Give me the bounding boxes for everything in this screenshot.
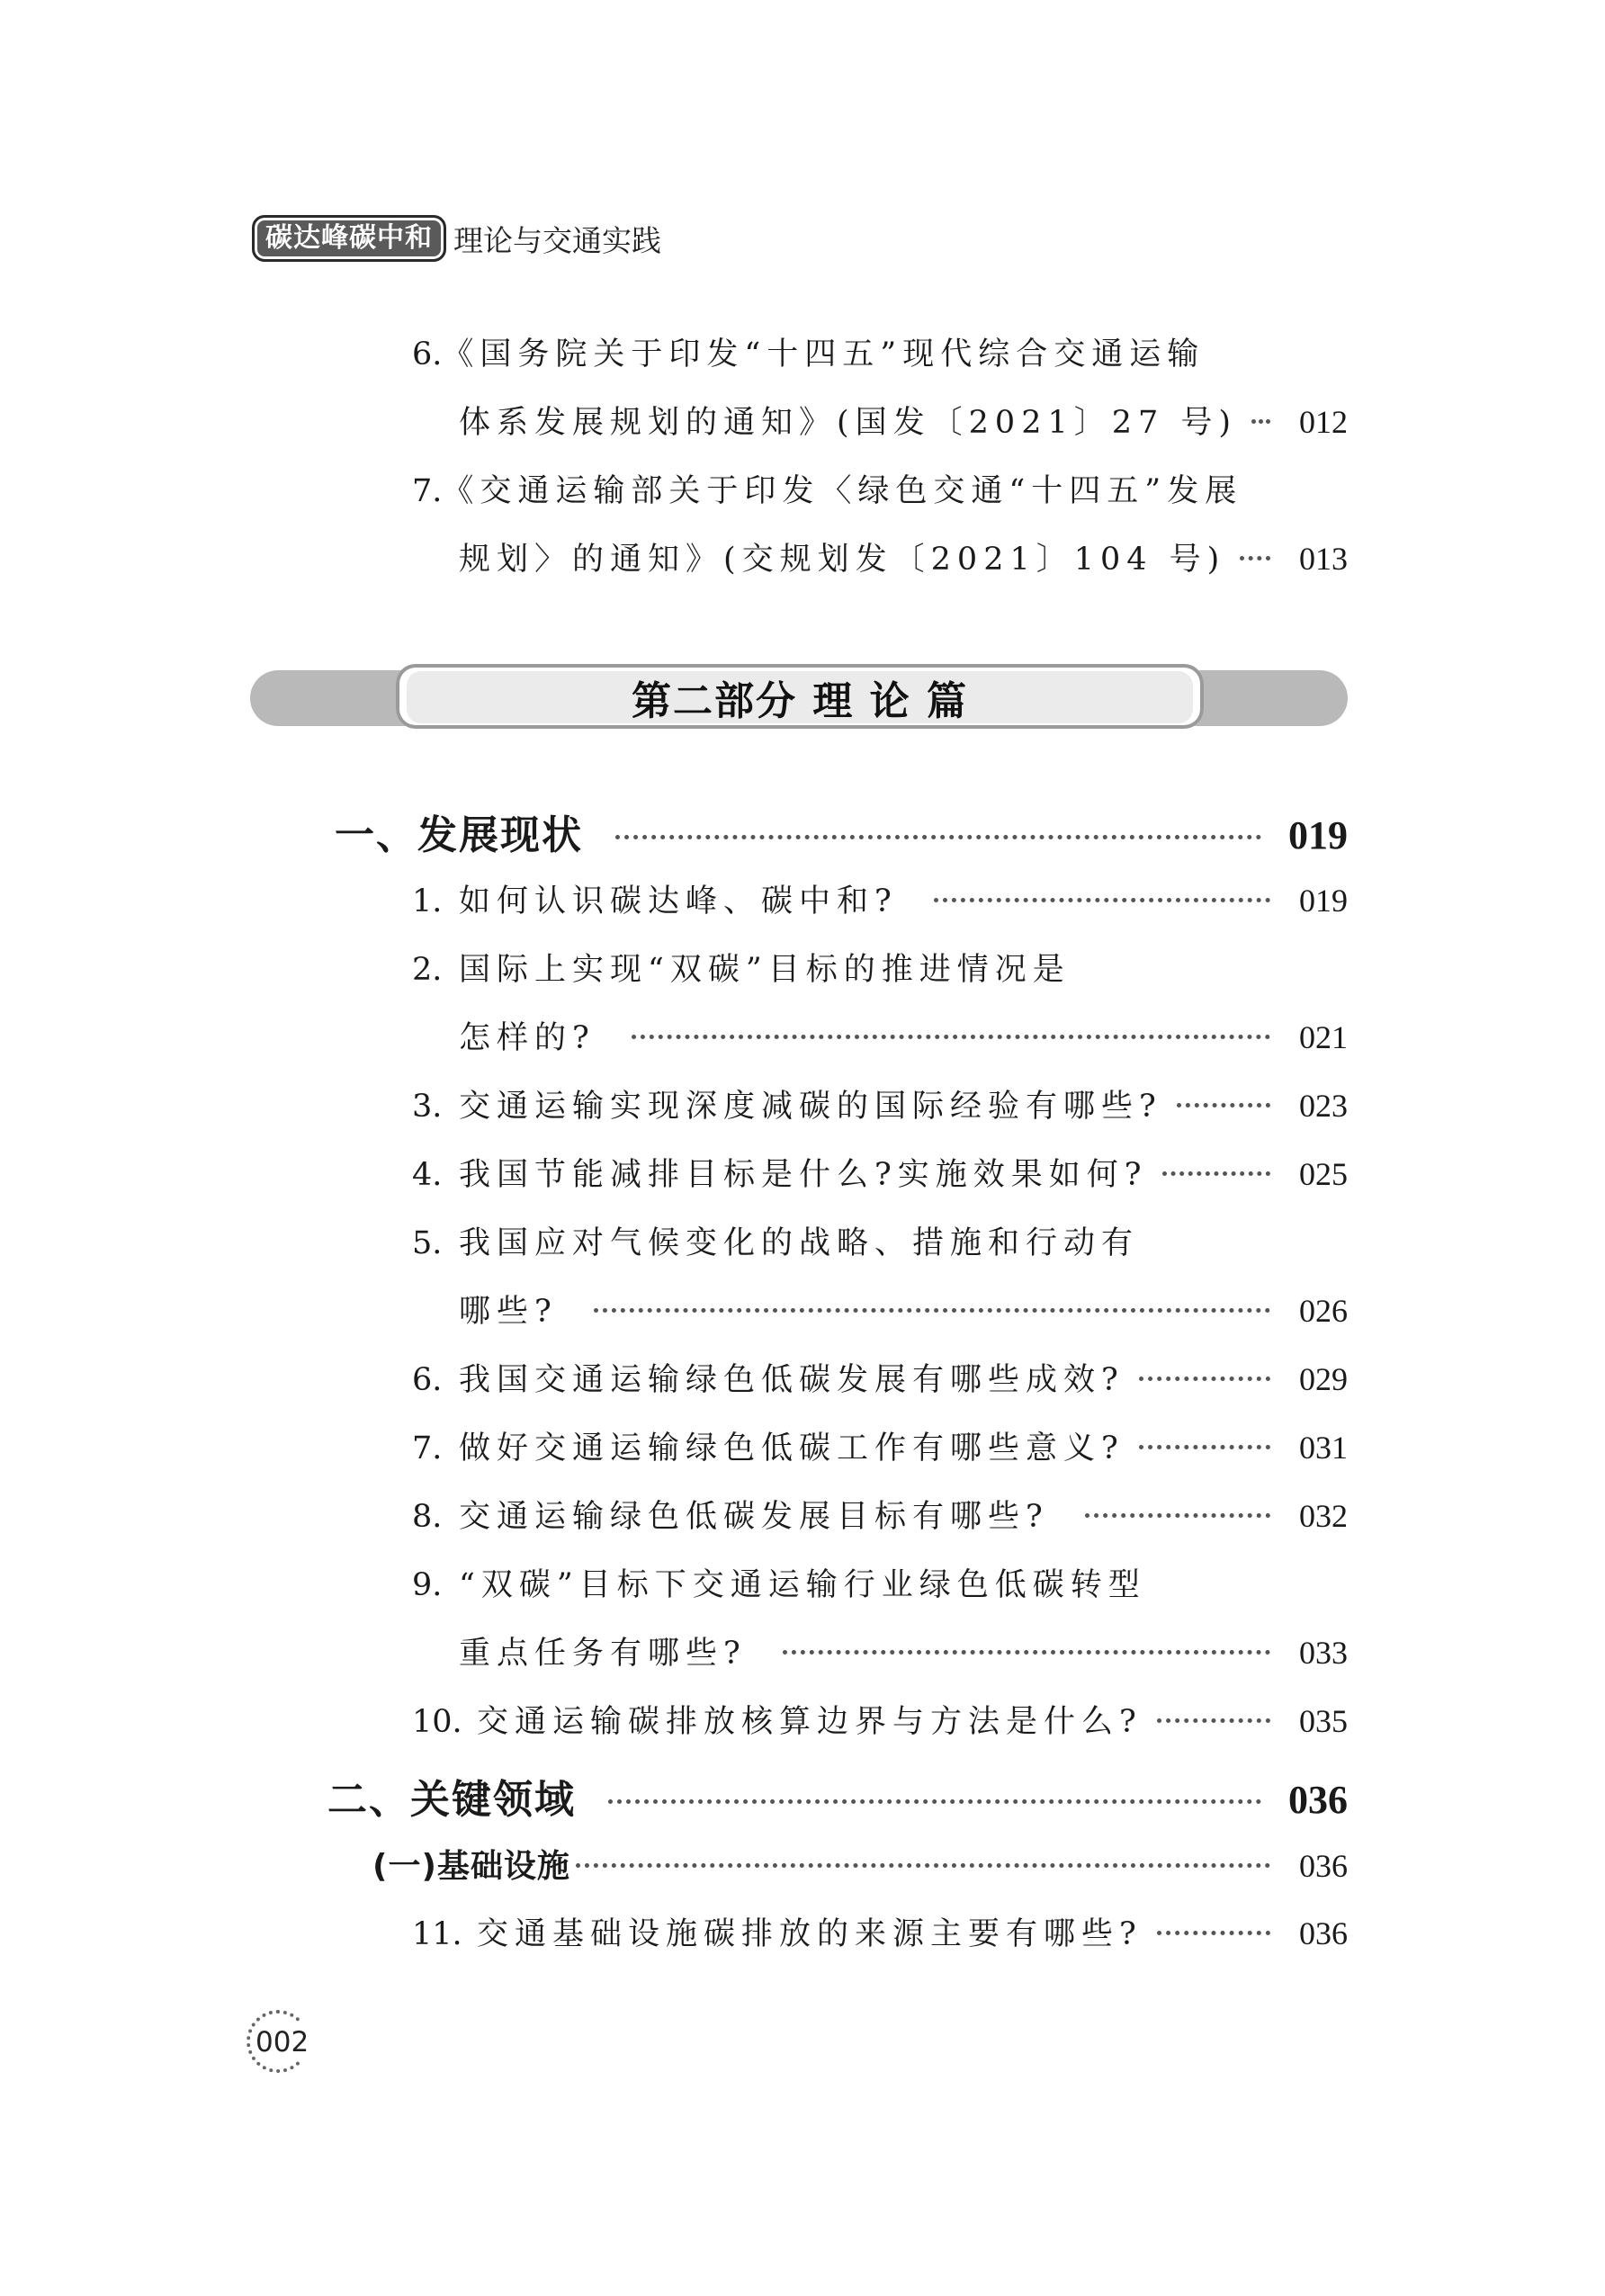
toc-entry-9-line2[interactable] — [459, 1628, 1348, 1673]
dot-leader — [1157, 1718, 1270, 1723]
toc-entry-6-line1[interactable] — [412, 329, 1205, 374]
toc-num: 2. — [412, 952, 443, 988]
toc-num: 10. — [412, 1704, 462, 1740]
dot-leader — [1085, 1513, 1270, 1518]
toc-text: “双碳”目标下交通运输行业绿色低碳转型 — [459, 1567, 1146, 1603]
section-page: 036 — [1288, 1778, 1348, 1822]
part-title: 第二部分 理 论 篇 — [632, 678, 968, 724]
dot-leader — [615, 835, 1261, 839]
dot-leader — [1177, 1103, 1270, 1108]
running-header — [252, 212, 661, 265]
toc-entry-9-line1[interactable] — [412, 1560, 1146, 1605]
dot-leader — [1139, 1377, 1270, 1381]
toc-entry-2-line2[interactable] — [459, 1013, 1348, 1058]
toc-page: 026 — [1299, 1293, 1348, 1329]
toc-text: 交通运输实现深度减碳的国际经验有哪些? — [459, 1089, 1162, 1125]
toc-text: 国际上实现“双碳”目标的推进情况是 — [459, 952, 1071, 988]
toc-text: 体系发展规划的通知》(国发〔2021〕27 号) — [459, 405, 1238, 441]
page-number: 002 — [256, 2026, 309, 2058]
toc-text: 做好交通运输绿色低碳工作有哪些意义? — [459, 1431, 1125, 1466]
toc-page: 029 — [1299, 1361, 1348, 1397]
toc-num: 9. — [412, 1567, 443, 1603]
toc-num: 6. — [412, 336, 443, 372]
toc-num: 7. — [412, 473, 443, 509]
toc-page: 019 — [1299, 883, 1348, 919]
toc-text: 《交通运输部关于印发〈绿色交通“十四五”发展 — [442, 473, 1243, 509]
toc-page: 013 — [1299, 541, 1348, 577]
toc-entry-4[interactable] — [412, 1150, 1348, 1195]
part-banner — [407, 671, 1193, 723]
toc-num: 8. — [412, 1499, 443, 1535]
toc-page: 031 — [1299, 1430, 1348, 1466]
page-number-badge — [247, 2010, 315, 2078]
toc-entry-7-line2[interactable] — [459, 534, 1348, 579]
toc-section-2[interactable] — [327, 1767, 1348, 1825]
toc-page: 033 — [1299, 1635, 1348, 1671]
toc-entry-6-line2[interactable] — [459, 398, 1348, 443]
toc-subsection-1[interactable] — [372, 1841, 1348, 1887]
toc-text: 哪些? — [459, 1294, 558, 1330]
toc-page: 035 — [1299, 1703, 1348, 1739]
toc-num: 1. — [412, 883, 443, 919]
toc-text: 怎样的? — [459, 1020, 596, 1056]
toc-entry-8[interactable] — [412, 1492, 1348, 1537]
section-title: 二、关键领域 — [327, 1777, 576, 1823]
dot-leader — [1157, 1931, 1270, 1935]
toc-entry-7-line1[interactable] — [412, 466, 1242, 511]
toc-text: 《国务院关于印发“十四五”现代综合交通运输 — [442, 336, 1206, 372]
toc-entry-7[interactable] — [412, 1423, 1348, 1468]
toc-entry-5-line2[interactable] — [459, 1287, 1348, 1332]
toc-entry-10[interactable] — [412, 1697, 1348, 1742]
dot-leader — [594, 1308, 1270, 1313]
toc-page: 032 — [1299, 1498, 1348, 1534]
toc-text: 我国节能减排目标是什么?实施效果如何? — [459, 1157, 1148, 1193]
toc-page: 021 — [1299, 1019, 1348, 1055]
toc-num: 5. — [412, 1225, 443, 1261]
subsection-page: 036 — [1299, 1848, 1348, 1884]
toc-num: 6. — [412, 1362, 443, 1398]
section-page: 019 — [1288, 813, 1348, 857]
toc-text: 重点任务有哪些? — [459, 1636, 747, 1672]
dot-leader — [608, 1799, 1261, 1804]
dot-leader — [1139, 1445, 1270, 1449]
toc-text: 我国交通运输绿色低碳发展有哪些成效? — [459, 1362, 1125, 1398]
toc-text: 交通运输绿色低碳发展目标有哪些? — [459, 1499, 1049, 1535]
toc-page: 023 — [1299, 1088, 1348, 1124]
toc-entry-11[interactable] — [412, 1909, 1348, 1954]
dot-leader — [1162, 1171, 1270, 1176]
dot-leader — [783, 1650, 1270, 1655]
toc-num: 4. — [412, 1157, 443, 1193]
dot-leader — [632, 1035, 1270, 1039]
toc-num: 11. — [412, 1916, 462, 1952]
dot-leader — [576, 1863, 1270, 1868]
toc-entry-2-line1[interactable] — [412, 945, 1071, 990]
toc-page: 025 — [1299, 1156, 1348, 1192]
dot-leader — [1240, 556, 1270, 561]
toc-num: 3. — [412, 1089, 443, 1125]
toc-section-1[interactable] — [335, 803, 1348, 860]
toc-text: 交通基础设施碳排放的来源主要有哪些? — [477, 1916, 1143, 1952]
toc-page: 012 — [1299, 404, 1348, 440]
toc-text: 规划〉的通知》(交规划发〔2021〕104 号) — [459, 542, 1226, 578]
section-title: 一、发展现状 — [335, 812, 583, 858]
book-title-rest: 理论与交通实践 — [453, 222, 661, 258]
toc-entry-6[interactable] — [412, 1355, 1348, 1400]
toc-entry-3[interactable] — [412, 1081, 1348, 1126]
toc-entry-5-line1[interactable] — [412, 1218, 1139, 1263]
book-title-badge: 碳达峰碳中和 — [252, 215, 446, 262]
toc-text: 如何认识碳达峰、碳中和? — [459, 883, 898, 919]
toc-num: 7. — [412, 1431, 443, 1466]
toc-text: 我国应对气候变化的战略、措施和行动有 — [459, 1225, 1140, 1261]
dot-leader — [1251, 419, 1270, 424]
toc-text: 交通运输碳排放核算边界与方法是什么? — [477, 1704, 1143, 1740]
toc-page: 036 — [1299, 1915, 1348, 1951]
toc-entry-1[interactable] — [412, 876, 1348, 921]
dot-leader — [934, 898, 1270, 902]
subsection-title: (一)基础设施 — [372, 1848, 570, 1885]
